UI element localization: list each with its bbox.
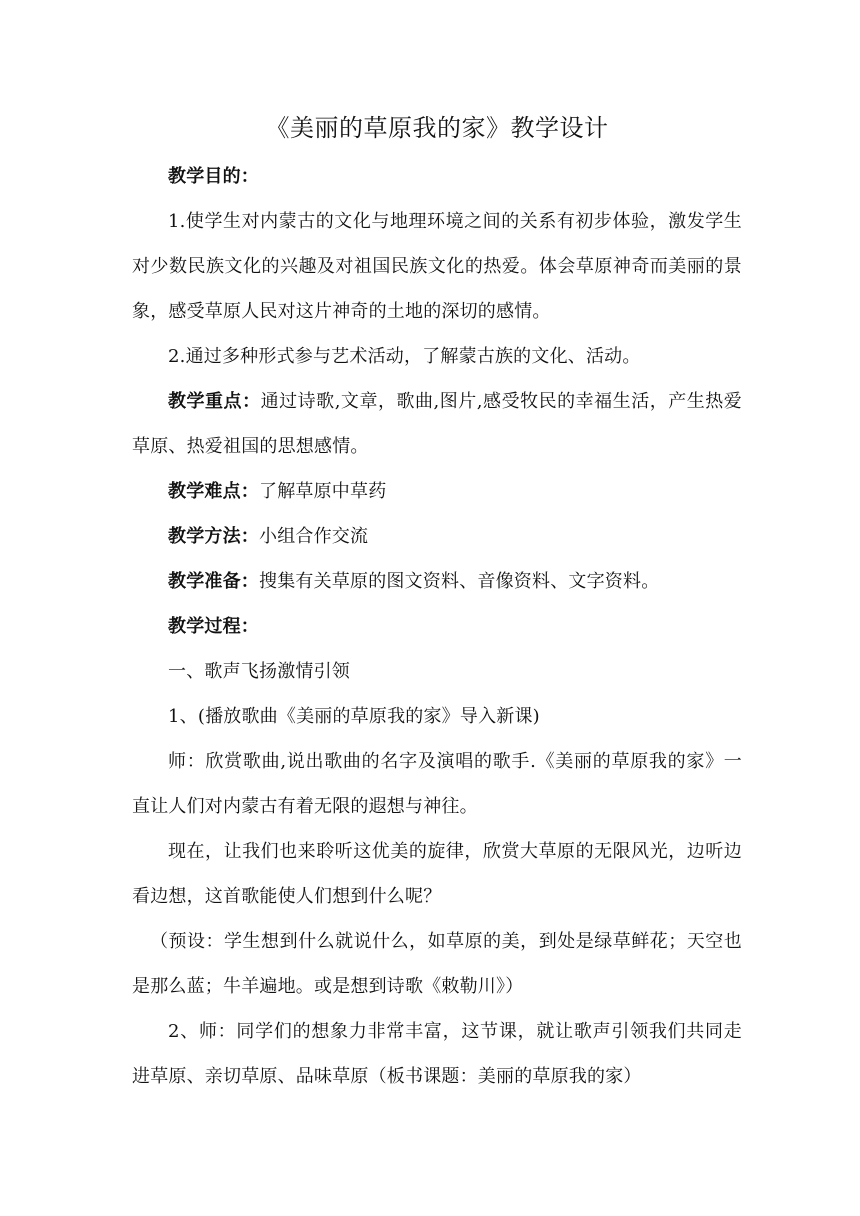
objective-2: 2.通过多种形式参与艺术活动，了解蒙古族的文化、活动。 bbox=[168, 346, 641, 367]
teacher-remark-1: 师：欣赏歌曲,说出歌曲的名字及演唱的歌手.《美丽的草原我的家》一直让人们对内蒙古有着无限的遐想与神往。 bbox=[132, 751, 742, 817]
difficulty-text: 了解草原中草药 bbox=[259, 481, 387, 502]
key-points-paragraph bbox=[132, 379, 742, 469]
document-title: 《美丽的草原我的家》教学设计 bbox=[265, 114, 609, 142]
preparation-label: 教学准备： bbox=[168, 571, 259, 592]
document-content bbox=[132, 108, 742, 1099]
difficulty-paragraph bbox=[132, 469, 742, 514]
step-2: 2、师：同学们的想象力非常丰富，这节课，就让歌声引领我们共同走进草原、亲切草原、品味草原（板书课题：美丽的草原我的家） bbox=[132, 1021, 742, 1087]
process-heading: 教学过程： bbox=[168, 616, 259, 637]
key-points-text: 通过诗歌,文章，歌曲,图片,感受牧民的幸福生活，产生热爱草原、热爱祖国的思想感情。 bbox=[132, 391, 743, 457]
preparation-paragraph bbox=[132, 559, 742, 604]
objectives-heading: 教学目的： bbox=[168, 166, 259, 187]
difficulty-label: 教学难点： bbox=[168, 481, 259, 502]
method-paragraph bbox=[132, 514, 742, 559]
preparation-text: 搜集有关草原的图文资料、音像资料、文字资料。 bbox=[259, 571, 660, 592]
step-1: 1、(播放歌曲《美丽的草原我的家》导入新课) bbox=[168, 706, 540, 727]
method-label: 教学方法： bbox=[168, 526, 259, 547]
objective-1: 1.使学生对内蒙古的文化与地理环境之间的关系有初步体验，激发学生对少数民族文化的兴趣及对祖国民族文化的热爱。体会草原神奇而美丽的景象，感受草原人民对这片神奇的土地的深切的感情。 bbox=[132, 211, 742, 322]
method-text: 小组合作交流 bbox=[259, 526, 369, 547]
section-1-heading: 一、歌声飞扬激情引领 bbox=[168, 661, 350, 682]
paragraph-now: 现在，让我们也来聆听这优美的旋律，欣赏大草原的无限风光，边听边看边想，这首歌能使人们想到什么呢？ bbox=[132, 841, 742, 907]
key-points-label: 教学重点： bbox=[168, 391, 261, 412]
preset-note: （预设：学生想到什么就说什么，如草原的美，到处是绿草鲜花；天空也是那么蓝；牛羊遍地。或是想到诗歌《敕勒川》） bbox=[132, 931, 742, 997]
